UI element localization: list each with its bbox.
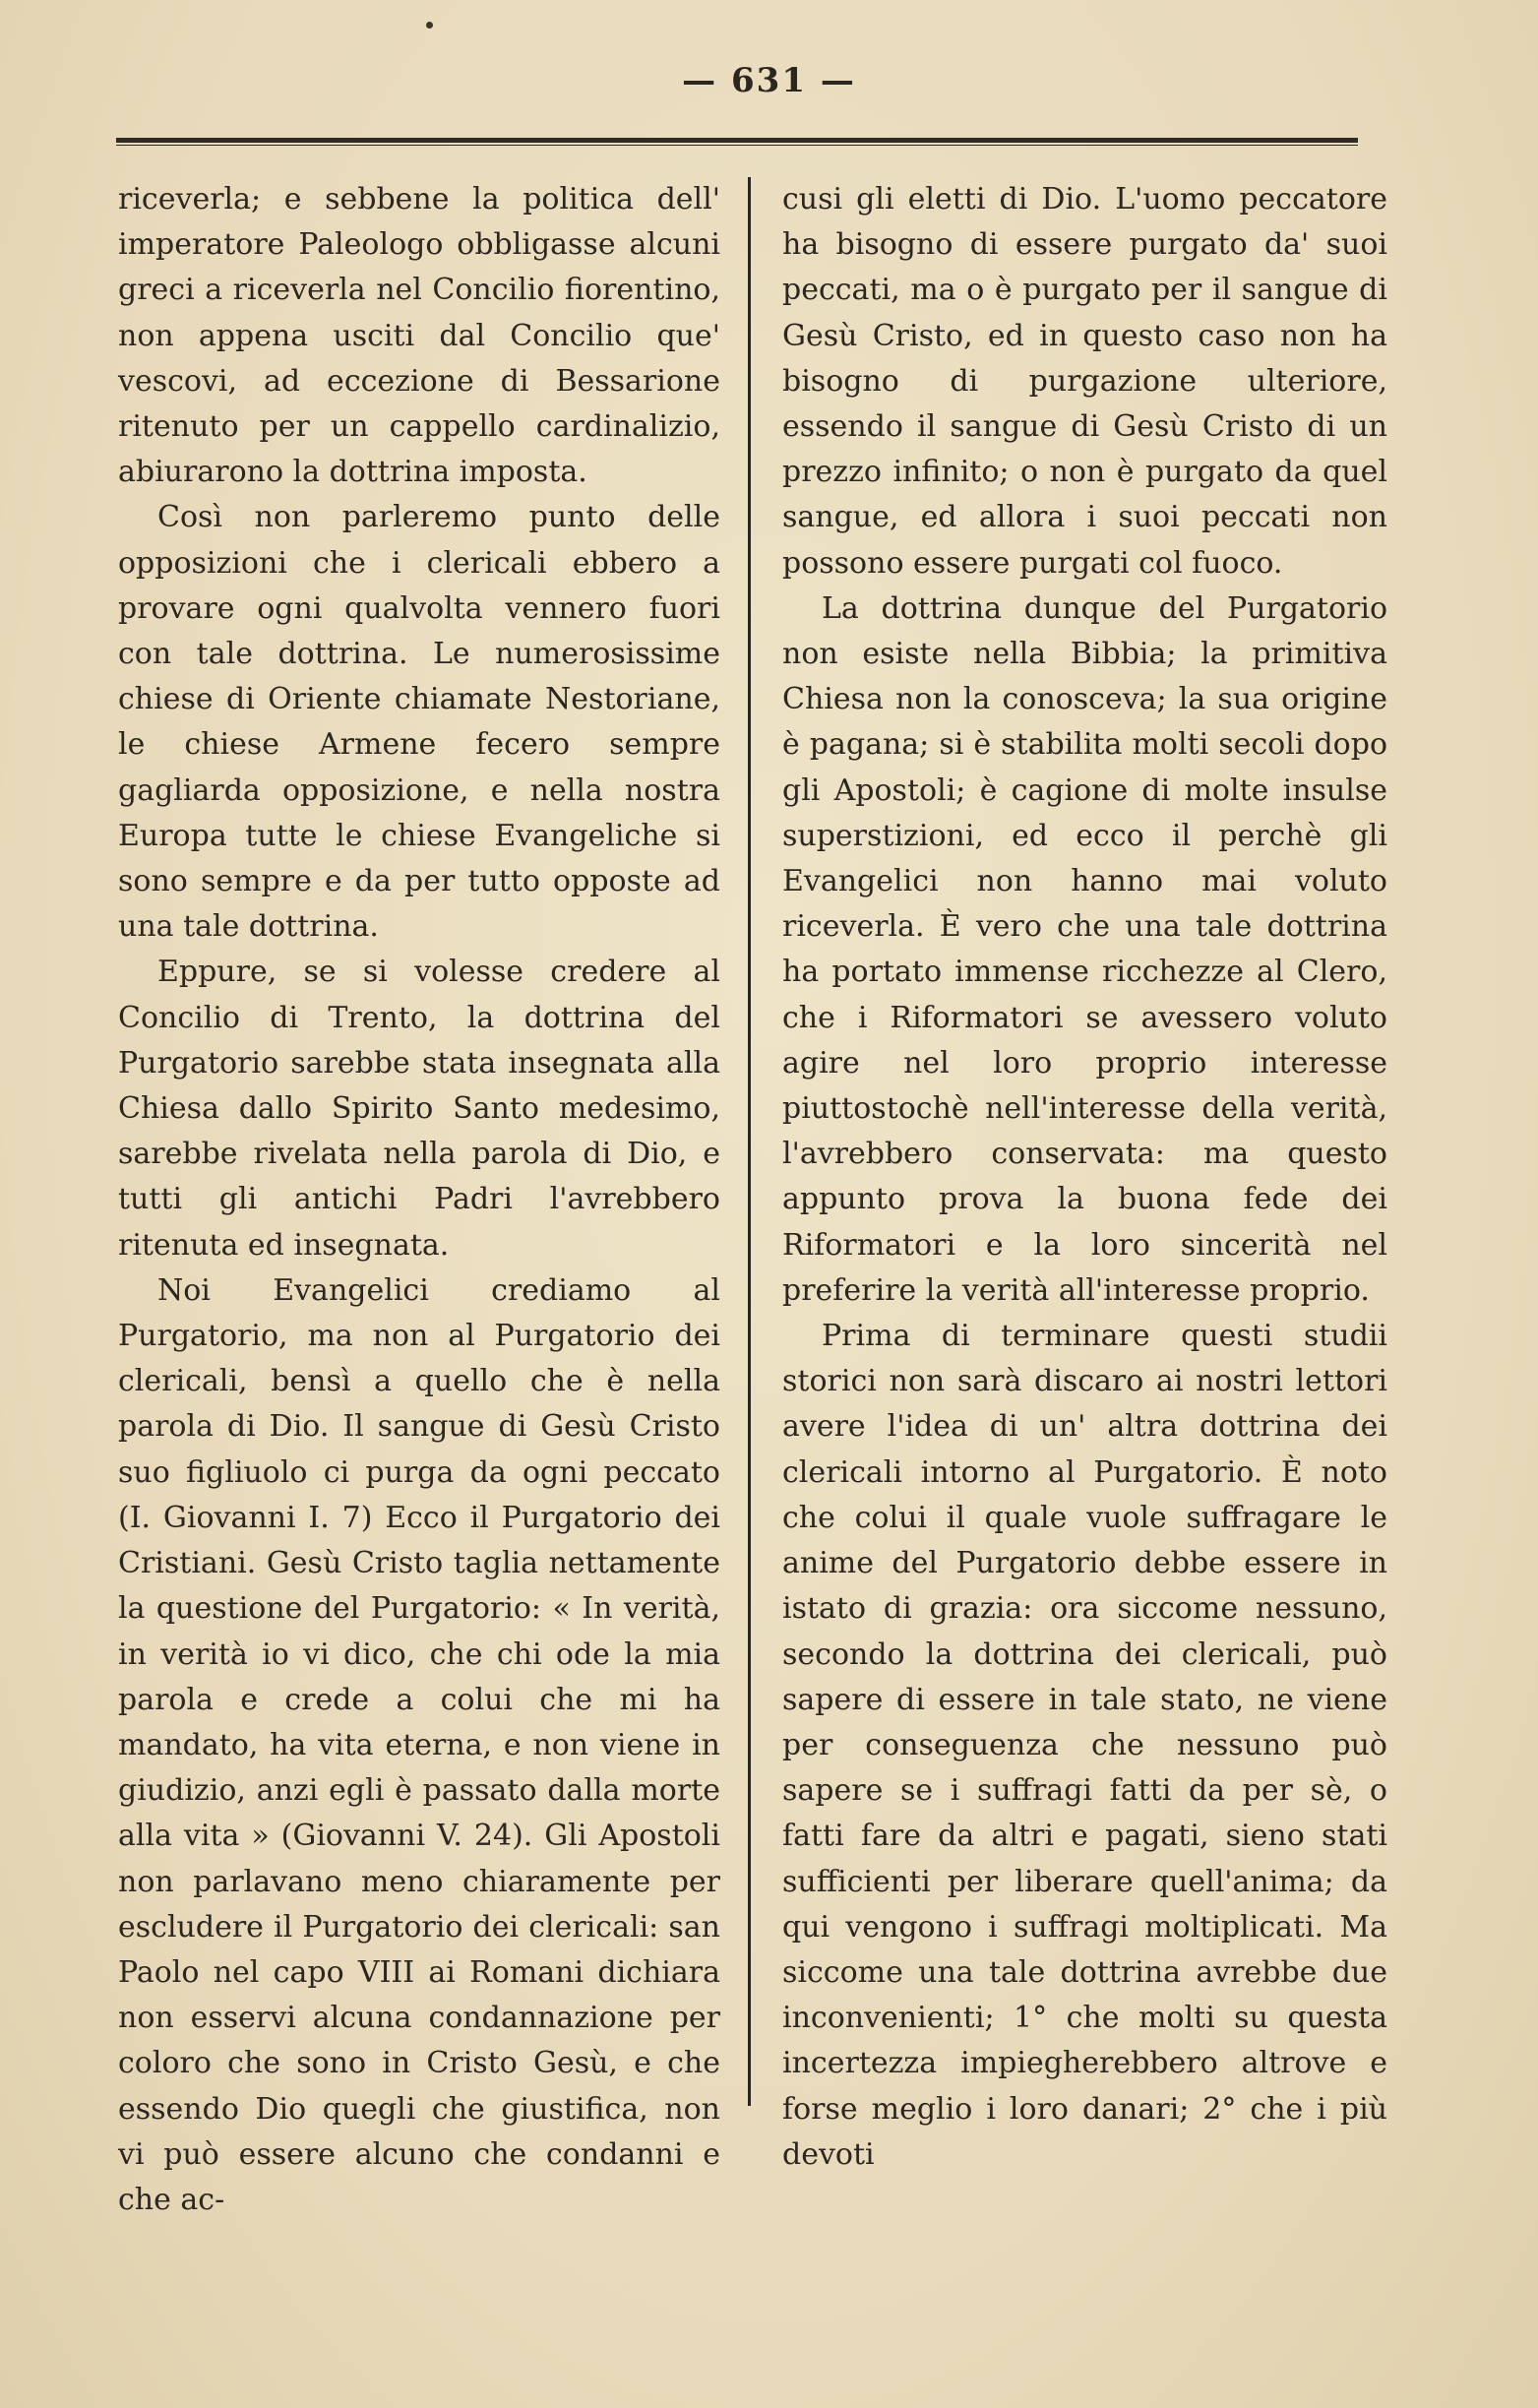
- paragraph: Noi Evangelici crediamo al Purgatorio, ma non al Purgatorio dei clericali, bensì a quello che è nella parola di Dio. Il sangue di Gesù Cristo suo figliuolo ci purga da ogni peccato (I. Giovanni I. 7) Ecco il Purgatorio dei Cristiani. Gesù Cristo taglia nettamente la questione del Purgatorio: « In verità, in verità io vi dico, che chi ode la mia parola e crede a colui che mi ha mandato, ha vita eterna, e non viene in giudizio, anzi egli è passato dalla morte alla vita » (Giovanni V. 24). Gli Apostoli non parlavano meno chiaramente per escludere il Purgatorio dei clericali: san Paolo nel capo VIII ai Romani dichiara non esservi alcuna condannazione per coloro che sono in Cristo Gesù, e che essendo Dio quegli che giustifica, non vi può essere alcuno che condanni e che ac-: [118, 1272, 720, 2217]
- page-number: — 631 —: [682, 61, 856, 100]
- column-separator: [748, 177, 751, 2106]
- paragraph: La dottrina dunque del Purgatorio non esiste nella Bibbia; la primitiva Chiesa non la conosceva; la sua origine è pagana; si è stabilita molti secoli dopo gli Apostoli; è cagione di molte insulse superstizioni, ed ecco il perchè gli Evangelici non hanno mai voluto riceverla. È vero che una tale dottrina ha portato immense ricchezze al Clero, che i Riformatori se avessero voluto agire nel loro proprio interesse piuttostochè nell'interesse della verità, l'avrebbero conservata: ma questo appunto prova la buona fede dei Riformatori e la loro sincerità nel preferire la verità all'interesse proprio.: [782, 590, 1387, 1308]
- paragraph: Così non parleremo punto delle opposizioni che i clericali ebbero a provare ogni qualvolta vennero fuori con tale dottrina. Le numerosissime chiese di Oriente chiamate Nestoriane, le chiese Armene fecero sempre gagliarda opposizione, e nella nostra Europa tutte le chiese Evangeliche si sono sempre e da per tutto opposte ad una tale dottrina.: [118, 500, 720, 945]
- right-column: [782, 177, 1387, 2178]
- paragraph: cusi gli eletti di Dio. L'uomo peccatore ha bisogno di essere purgato da' suoi peccati, ma o è purgato per il sangue di Gesù Cristo, ed in questo caso non ha bisogno di purgazione ulteriore, essendo il sangue di Gesù Cristo di un prezzo infinito; o non è purgato da quel sangue, ed allora i suoi peccati non possono essere purgati col fuoco.: [782, 182, 1387, 581]
- paragraph: Eppure, se si volesse credere al Concilio di Trento, la dottrina del Purgatorio sarebbe stata insegnata alla Chiesa dallo Spirito Santo medesimo, sarebbe rivelata nella parola di Dio, e tutti gli antichi Padri l'avrebbero ritenuta ed insegnata.: [118, 955, 720, 1263]
- paragraph: Prima di terminare questi studii storici non sarà discaro ai nostri lettori avere l'idea di un' altra dottrina dei clericali intorno al Purgatorio. È noto che colui il quale vuole suffragare le anime del Purgatorio debbe essere in istato di grazia: ora siccome nessuno, secondo la dottrina dei clericali, può sapere di essere in tale stato, ne viene per conseguenza che nessuno può sapere se i suffragi fatti da per sè, o fatti fare da altri e pagati, sieno stati sufficienti per liberare quell'anima; da qui vengono i suffragi moltiplicati. Ma siccome una tale dottrina avrebbe due inconvenienti; 1° che molti su questa incertezza impiegherebbero altrove e forse meglio i loro danari; 2° che i più devoti: [782, 1319, 1387, 2172]
- header-rule: [116, 138, 1358, 146]
- left-column: [118, 177, 720, 2223]
- paragraph: riceverla; e sebbene la politica dell' imperatore Paleologo obbligasse alcuni greci a riceverla nel Concilio fiorentino, non appena usciti dal Concilio que' vescovi, ad eccezione di Bessarione ritenuto per un cappello cardinalizio, abiurarono la dottrina imposta.: [118, 182, 720, 490]
- ink-dot: [426, 22, 433, 29]
